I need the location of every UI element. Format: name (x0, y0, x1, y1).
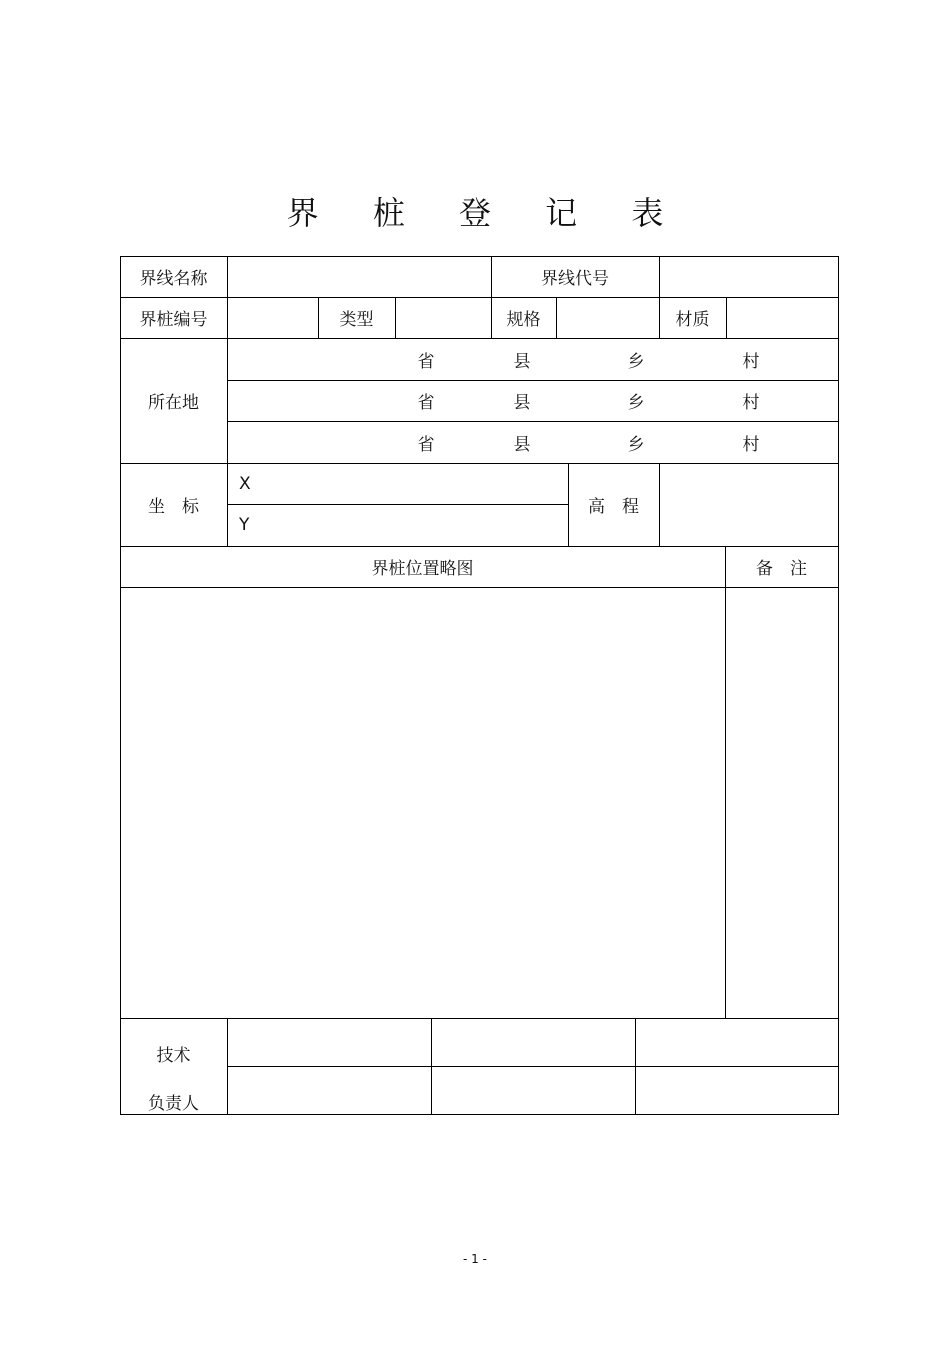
field-spec[interactable] (556, 297, 659, 338)
label-x: X (239, 473, 251, 494)
field-tech-6[interactable] (635, 1066, 838, 1114)
label-township: 乡 (627, 393, 645, 413)
label-township: 乡 (627, 351, 645, 372)
label-county: 县 (513, 393, 531, 413)
field-line-code[interactable] (659, 256, 838, 297)
field-sketch-area[interactable] (120, 587, 725, 1018)
field-elevation[interactable] (659, 463, 838, 546)
page-title: 界 桩 登 记 表 (286, 194, 686, 232)
label-elevation: 高 程 (588, 497, 639, 517)
label-province: 省 (417, 434, 435, 455)
label-county: 县 (513, 434, 531, 455)
label-location: 所在地 (148, 393, 199, 413)
table-border-bottom (120, 1114, 839, 1115)
label-spec: 规格 (506, 310, 541, 330)
field-tech-5[interactable] (431, 1066, 635, 1114)
label-tech-line1: 技术 (156, 1045, 191, 1066)
field-pile-no[interactable] (227, 297, 318, 338)
label-sketch: 界桩位置略图 (371, 559, 474, 579)
label-type: 类型 (339, 310, 374, 330)
label-line-name: 界线名称 (139, 269, 208, 289)
label-province: 省 (417, 351, 435, 372)
field-line-name[interactable] (227, 256, 491, 297)
field-material[interactable] (726, 297, 838, 338)
label-line-code: 界线代号 (541, 269, 609, 289)
field-tech-2[interactable] (431, 1018, 635, 1066)
label-county: 县 (513, 351, 531, 372)
label-village: 村 (742, 393, 760, 413)
table-border-right (838, 256, 839, 1115)
label-province: 省 (417, 393, 435, 413)
label-y: Y (239, 515, 250, 535)
label-remarks: 备 注 (756, 559, 807, 579)
label-pile-no: 界桩编号 (139, 310, 208, 330)
field-remarks[interactable] (725, 587, 838, 1018)
label-tech-line2: 负责人 (148, 1093, 199, 1114)
label-village: 村 (742, 434, 760, 455)
label-village: 村 (742, 351, 760, 372)
field-tech-4[interactable] (227, 1066, 431, 1114)
field-type[interactable] (395, 297, 491, 338)
label-coords: 坐 标 (148, 497, 199, 517)
label-township: 乡 (627, 434, 645, 455)
field-tech-1[interactable] (227, 1018, 431, 1066)
field-tech-3[interactable] (635, 1018, 838, 1066)
label-material: 材质 (675, 310, 710, 330)
page-number: - 1 - (463, 1252, 487, 1266)
